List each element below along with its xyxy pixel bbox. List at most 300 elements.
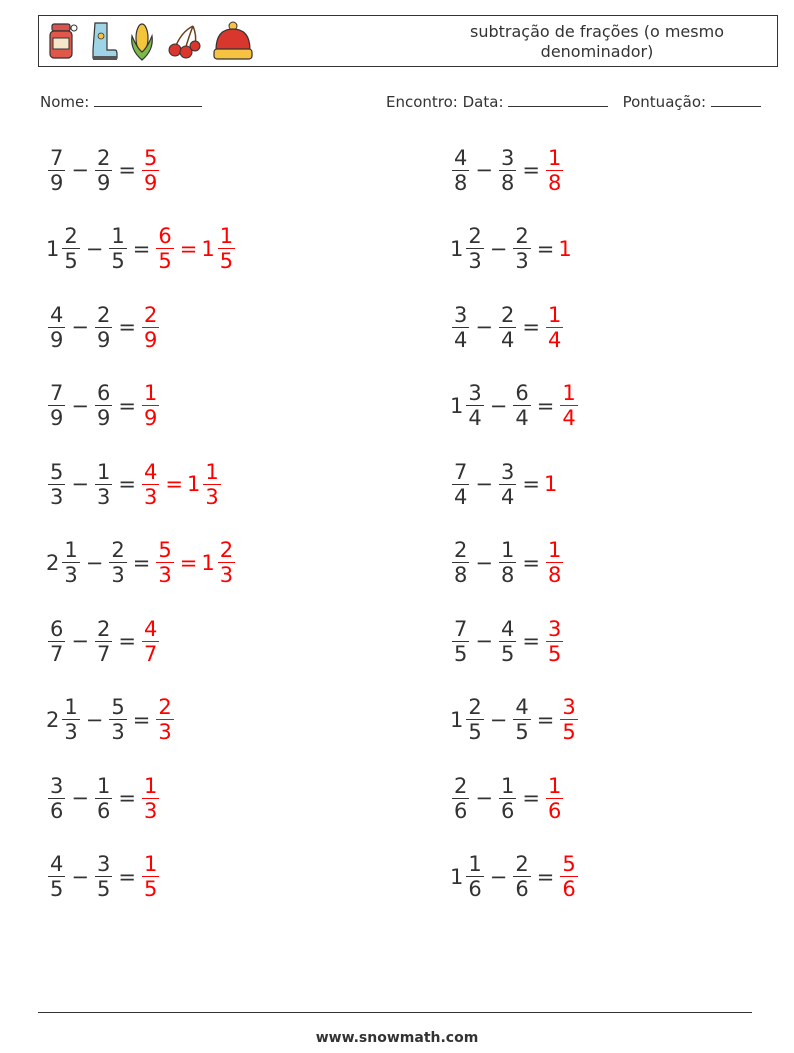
fraction-stack xyxy=(62,224,79,273)
denominator: 8 xyxy=(454,170,468,195)
footer-divider xyxy=(38,1012,752,1013)
footer-website: www.snowmath.com xyxy=(315,1030,479,1046)
minus-sign: − xyxy=(71,786,89,810)
fraction-stack xyxy=(109,224,126,273)
numerator: 2 xyxy=(515,224,529,248)
whole-number: 1 xyxy=(201,550,215,575)
answer xyxy=(140,303,161,352)
fraction xyxy=(497,617,518,666)
answer xyxy=(154,224,237,273)
denominator: 8 xyxy=(454,563,468,587)
numerator: 4 xyxy=(500,616,515,641)
minus-sign: − xyxy=(475,629,493,653)
denominator: 3 xyxy=(143,484,158,509)
fraction xyxy=(511,852,532,901)
answer xyxy=(140,774,161,823)
fraction-stack xyxy=(452,538,469,587)
denominator: 3 xyxy=(468,249,482,273)
fraction-stack xyxy=(499,617,516,666)
equals-sign: = xyxy=(522,629,540,653)
answer-fraction xyxy=(140,146,161,195)
numerator: 2 xyxy=(143,302,158,327)
answer xyxy=(558,381,579,430)
fraction xyxy=(107,695,128,744)
numerator: 2 xyxy=(515,852,529,876)
equals-sign: = xyxy=(179,550,198,575)
equals-sign: = xyxy=(536,393,555,418)
whole-number: 1 xyxy=(46,236,60,261)
fraction xyxy=(450,852,486,901)
equals-sign: = xyxy=(522,550,540,575)
numerator: 1 xyxy=(64,538,78,562)
fraction-stack xyxy=(499,146,516,195)
answer-fraction xyxy=(201,224,237,273)
fraction-stack xyxy=(452,460,469,509)
fraction-stack xyxy=(156,224,173,273)
numerator: 3 xyxy=(96,852,111,876)
answer xyxy=(544,538,565,587)
denominator: 5 xyxy=(111,249,125,273)
denominator: 6 xyxy=(500,798,515,823)
fraction xyxy=(450,538,471,587)
numerator: 4 xyxy=(454,145,468,170)
numerator: 1 xyxy=(547,145,562,170)
equals-sign: = xyxy=(522,472,540,496)
minus-sign: − xyxy=(71,472,89,496)
denominator: 6 xyxy=(50,798,64,823)
fraction-stack xyxy=(109,538,126,587)
equals-sign: = xyxy=(522,786,540,810)
denominator: 3 xyxy=(111,563,125,587)
denominator: 5 xyxy=(562,720,576,744)
fraction-stack xyxy=(95,146,112,195)
denominator: 9 xyxy=(50,327,64,352)
denominator: 9 xyxy=(50,170,64,195)
fraction xyxy=(93,617,114,666)
problem-item xyxy=(46,454,223,514)
minus-sign: − xyxy=(475,550,493,575)
corn-icon xyxy=(127,20,157,64)
denominator: 5 xyxy=(64,249,78,273)
minus-sign: − xyxy=(475,315,493,339)
numerator: 1 xyxy=(143,773,158,798)
denominator: 5 xyxy=(158,249,172,273)
fraction xyxy=(511,695,532,744)
numerator: 2 xyxy=(64,224,78,248)
problem-item xyxy=(46,533,237,593)
fraction-stack xyxy=(156,695,173,744)
fraction-stack xyxy=(452,617,469,666)
fraction-stack xyxy=(48,852,65,901)
answer xyxy=(154,695,175,744)
fraction xyxy=(450,774,471,823)
fraction xyxy=(107,538,128,587)
denominator: 4 xyxy=(500,484,515,509)
numerator: 3 xyxy=(454,302,468,327)
fraction xyxy=(46,303,67,352)
fraction-stack xyxy=(95,303,112,352)
answer-fraction xyxy=(544,472,558,496)
fraction-stack xyxy=(142,146,159,195)
whole-number: 1 xyxy=(201,236,215,261)
minus-sign: − xyxy=(475,786,493,810)
denominator: 5 xyxy=(454,641,468,666)
numerator: 2 xyxy=(454,773,468,798)
fraction-stack xyxy=(95,774,112,823)
numerator: 2 xyxy=(158,695,172,719)
denominator: 3 xyxy=(50,484,64,509)
denominator: 5 xyxy=(515,720,529,744)
numerator: 2 xyxy=(96,616,111,641)
fraction xyxy=(46,617,67,666)
fraction-stack xyxy=(452,146,469,195)
denominator: 4 xyxy=(454,484,468,509)
equals-sign: = xyxy=(165,472,183,496)
fraction xyxy=(93,146,114,195)
equals-sign: = xyxy=(118,158,136,182)
denominator: 9 xyxy=(143,406,158,430)
fraction-stack xyxy=(499,774,516,823)
numerator: 3 xyxy=(500,145,515,170)
denominator: 9 xyxy=(96,170,111,195)
problem-item xyxy=(46,376,161,436)
numerator: 3 xyxy=(562,695,576,719)
numerator: 1 xyxy=(143,852,158,876)
fraction-stack xyxy=(513,381,530,430)
fraction xyxy=(46,224,82,273)
minus-sign: − xyxy=(71,158,89,182)
cherries-icon xyxy=(165,20,203,64)
denominator: 3 xyxy=(111,720,125,744)
denominator: 5 xyxy=(219,249,234,273)
fraction-stack xyxy=(546,538,563,587)
denominator: 4 xyxy=(547,327,562,352)
minus-sign: − xyxy=(489,393,508,418)
denominator: 9 xyxy=(96,406,111,430)
problem-item xyxy=(450,454,558,514)
date-blank[interactable] xyxy=(508,92,608,107)
rain-boot-icon xyxy=(87,20,119,64)
numerator: 7 xyxy=(50,145,64,170)
fraction-stack xyxy=(95,617,112,666)
equals-sign: = xyxy=(522,315,540,339)
fraction xyxy=(93,303,114,352)
denominator: 9 xyxy=(50,406,64,430)
numerator: 1 xyxy=(96,773,111,798)
problem-item xyxy=(46,847,161,907)
answer-fraction xyxy=(544,617,565,666)
numerator: 1 xyxy=(547,773,562,798)
numerator: 1 xyxy=(547,302,562,327)
answer-fraction xyxy=(154,538,175,587)
fraction xyxy=(93,852,114,901)
answer-fraction xyxy=(544,774,565,823)
fraction xyxy=(93,381,114,430)
denominator: 3 xyxy=(143,798,158,823)
problem-item xyxy=(450,140,565,200)
answer xyxy=(140,617,161,666)
denominator: 8 xyxy=(547,563,562,587)
answer-fraction xyxy=(558,237,572,261)
minus-sign: − xyxy=(85,707,104,732)
fraction-stack xyxy=(560,695,577,744)
fraction-stack xyxy=(546,303,563,352)
equals-sign: = xyxy=(536,707,555,732)
answer-fraction xyxy=(140,852,161,901)
answer-fraction xyxy=(544,538,565,587)
meeting-score-fields xyxy=(386,92,761,111)
fraction-stack xyxy=(48,146,65,195)
problem-item xyxy=(450,611,565,671)
denominator: 6 xyxy=(562,877,576,901)
answer-fraction xyxy=(140,381,161,430)
knit-hat-icon xyxy=(211,20,255,64)
denominator: 4 xyxy=(562,406,576,430)
fraction-stack xyxy=(560,852,577,901)
numerator: 1 xyxy=(500,538,515,562)
problem-item xyxy=(46,690,176,750)
numerator: 1 xyxy=(205,459,219,484)
fraction xyxy=(46,146,67,195)
denominator: 6 xyxy=(468,877,482,901)
denominator: 6 xyxy=(454,798,468,823)
worksheet-header xyxy=(38,15,778,67)
equals-sign: = xyxy=(118,629,136,653)
minus-sign: − xyxy=(489,707,508,732)
answer xyxy=(544,472,558,496)
whole-number: 2 xyxy=(46,707,60,732)
fraction xyxy=(450,381,486,430)
equals-sign: = xyxy=(118,472,136,496)
denominator: 6 xyxy=(547,798,562,823)
answer-fraction xyxy=(558,852,579,901)
numerator: 4 xyxy=(515,695,529,719)
denominator: 8 xyxy=(547,170,562,195)
answer xyxy=(544,774,565,823)
fraction-stack xyxy=(452,774,469,823)
denominator: 4 xyxy=(500,327,515,352)
denominator: 7 xyxy=(143,641,158,666)
problem-item xyxy=(46,768,161,828)
numerator: 4 xyxy=(143,616,158,641)
denominator: 8 xyxy=(500,170,515,195)
numerator: 7 xyxy=(50,381,64,405)
numerator: 6 xyxy=(515,381,529,405)
fraction xyxy=(46,774,67,823)
fraction xyxy=(93,460,114,509)
fraction xyxy=(46,695,82,744)
numerator: 2 xyxy=(454,538,468,562)
denominator: 3 xyxy=(64,563,78,587)
denominator: 9 xyxy=(143,170,158,195)
fraction-stack xyxy=(499,303,516,352)
fraction xyxy=(450,303,471,352)
numerator: 1 xyxy=(143,381,158,405)
numerator: 5 xyxy=(111,695,125,719)
equals-sign: = xyxy=(118,315,136,339)
name-field xyxy=(40,92,202,111)
problem-item xyxy=(46,219,237,279)
equals-sign: = xyxy=(118,393,136,418)
problem-item xyxy=(450,376,580,436)
fraction xyxy=(450,224,486,273)
denominator: 3 xyxy=(158,720,172,744)
numerator: 5 xyxy=(158,538,172,562)
fraction-stack xyxy=(95,460,112,509)
denominator: 6 xyxy=(96,798,111,823)
equals-sign: = xyxy=(179,236,198,261)
answer-fraction xyxy=(140,774,161,823)
denominator: 5 xyxy=(143,877,158,901)
denominator: 9 xyxy=(96,327,111,352)
fraction-stack xyxy=(203,460,220,509)
answer xyxy=(544,303,565,352)
denominator: 5 xyxy=(50,877,64,901)
answer-fraction xyxy=(140,303,161,352)
minus-sign: − xyxy=(71,629,89,653)
numerator: 6 xyxy=(50,616,64,641)
numerator: 1 xyxy=(547,538,562,562)
fraction xyxy=(497,774,518,823)
denominator: 7 xyxy=(96,641,111,666)
fraction-stack xyxy=(142,774,159,823)
numerator: 6 xyxy=(158,224,172,248)
numerator: 2 xyxy=(500,302,515,327)
fraction-stack xyxy=(62,538,79,587)
whole-number: 1 xyxy=(558,236,572,261)
problem-item xyxy=(450,847,580,907)
numerator: 5 xyxy=(562,852,576,876)
denominator: 7 xyxy=(50,641,64,666)
fraction-stack xyxy=(513,852,530,901)
whole-number: 1 xyxy=(543,472,558,496)
fraction-stack xyxy=(218,224,235,273)
numerator: 4 xyxy=(50,852,64,876)
score-label: Pontuação: xyxy=(622,93,707,111)
numerator: 1 xyxy=(468,852,482,876)
score-blank[interactable] xyxy=(711,92,761,107)
answer xyxy=(558,695,579,744)
equals-sign: = xyxy=(522,158,540,182)
fraction xyxy=(450,146,471,195)
answer xyxy=(558,237,572,261)
answer-fraction xyxy=(187,460,223,509)
fraction-stack xyxy=(142,852,159,901)
minus-sign: − xyxy=(71,864,89,889)
fraction-stack xyxy=(466,695,483,744)
problem-item xyxy=(450,690,580,750)
equals-sign: = xyxy=(132,707,151,732)
answer xyxy=(140,146,161,195)
whole-number: 1 xyxy=(450,707,464,732)
numerator: 7 xyxy=(454,616,468,641)
numerator: 1 xyxy=(500,773,515,798)
fraction-stack xyxy=(142,460,159,509)
fraction xyxy=(450,695,486,744)
fraction-stack xyxy=(48,460,65,509)
name-label: Nome: xyxy=(40,93,90,111)
answer-fraction xyxy=(140,617,161,666)
answer xyxy=(140,460,223,509)
denominator: 4 xyxy=(515,406,529,430)
worksheet-title: subtração de frações (o mesmo denominador) xyxy=(470,22,724,61)
whole-number: 1 xyxy=(450,393,464,418)
denominator: 4 xyxy=(454,327,468,352)
answer-fraction xyxy=(558,381,579,430)
numerator: 3 xyxy=(50,773,64,798)
problem-item xyxy=(46,611,161,671)
numerator: 3 xyxy=(547,616,562,641)
fraction-stack xyxy=(48,774,65,823)
numerator: 4 xyxy=(50,302,64,327)
whole-number: 1 xyxy=(450,236,464,261)
minus-sign: − xyxy=(71,315,89,339)
denominator: 3 xyxy=(205,484,219,509)
jam-jar-icon xyxy=(45,20,79,64)
equals-sign: = xyxy=(536,864,555,889)
equals-sign: = xyxy=(118,864,136,889)
fraction-stack xyxy=(142,381,159,430)
fraction-stack xyxy=(466,224,483,273)
numerator: 3 xyxy=(500,459,515,484)
denominator: 3 xyxy=(219,563,234,587)
equals-sign: = xyxy=(132,550,151,575)
fraction-stack xyxy=(48,303,65,352)
fraction-stack xyxy=(95,381,112,430)
numerator: 1 xyxy=(562,381,576,405)
fraction-stack xyxy=(218,538,235,587)
fraction-stack xyxy=(466,381,483,430)
fraction-stack xyxy=(546,774,563,823)
minus-sign: − xyxy=(475,472,493,496)
fraction-stack xyxy=(546,617,563,666)
denominator: 3 xyxy=(515,249,529,273)
denominator: 3 xyxy=(158,563,172,587)
whole-number: 2 xyxy=(46,550,60,575)
answer xyxy=(154,538,237,587)
fraction-stack xyxy=(466,852,483,901)
fraction xyxy=(450,617,471,666)
numerator: 1 xyxy=(111,224,125,248)
denominator: 5 xyxy=(547,641,562,666)
fraction xyxy=(107,224,128,273)
minus-sign: − xyxy=(85,550,104,575)
fraction xyxy=(511,224,532,273)
minus-sign: − xyxy=(489,864,508,889)
numerator: 7 xyxy=(454,459,468,484)
denominator: 3 xyxy=(96,484,111,509)
fraction xyxy=(497,303,518,352)
equals-sign: = xyxy=(536,236,555,261)
answer xyxy=(140,381,161,430)
fraction-stack xyxy=(142,303,159,352)
fraction xyxy=(497,538,518,587)
answer xyxy=(140,852,161,901)
numerator: 5 xyxy=(50,459,64,484)
fraction-stack xyxy=(560,381,577,430)
fraction-stack xyxy=(513,224,530,273)
denominator: 4 xyxy=(468,406,482,430)
answer xyxy=(544,146,565,195)
answer-fraction xyxy=(154,224,175,273)
fraction-stack xyxy=(48,617,65,666)
fraction-stack xyxy=(499,460,516,509)
denominator: 5 xyxy=(96,877,111,901)
name-blank[interactable] xyxy=(94,92,202,107)
numerator: 1 xyxy=(219,224,234,248)
answer-fraction xyxy=(544,303,565,352)
numerator: 2 xyxy=(468,695,482,719)
